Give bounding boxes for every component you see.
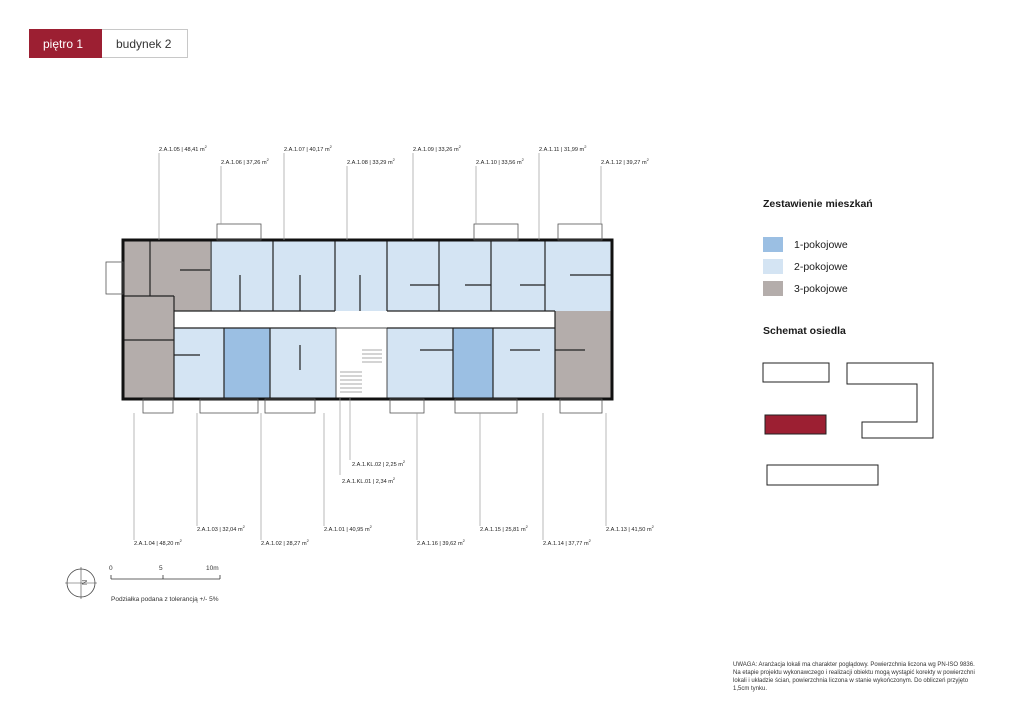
scheme-building-2-current [765, 415, 826, 434]
unit-label-2-A-1-02: 2.A.1.02 | 28,27 $m^2$ [261, 538, 309, 547]
apartment-2-A-1-03[interactable] [174, 328, 224, 398]
legend-item-1-room [763, 237, 848, 252]
tab-floor[interactable]: piętro 1 [29, 29, 102, 58]
unit-label-2-A-1-16: 2.A.1.16 | 39,62 $m^2$ [417, 538, 465, 547]
unit-label-2-A-1-06: 2.A.1.06 | 37,26 $m^2$ [221, 157, 269, 166]
disclaimer-note: UWAGA: Aranżacja lokali ma charakter poglądowy. Powierzchnia liczona wg PN-ISO 9836. Na etapie projektu wykonawczego i realizacji obiektu mogą wystąpić korekty w powierzchni lokali i układzie ścian, powierzchnia liczona w stanie wykończonym. Do obliczeń przyjęto 1,5cm tynku. [733, 662, 975, 692]
apartment-2-A-1-13[interactable] [555, 311, 611, 398]
unit-label-2-A-1-08: 2.A.1.08 | 33,29 $m^2$ [347, 157, 395, 166]
unit-label-2-A-1-15: 2.A.1.15 | 25,81 $m^2$ [480, 524, 528, 533]
compass-north-label: N [82, 579, 90, 586]
tab-building[interactable]: budynek 2 [102, 29, 188, 58]
apartment-2-A-1-11[interactable] [491, 241, 545, 311]
unit-label-2-A-1-03: 2.A.1.03 | 32,04 $m^2$ [197, 524, 245, 533]
scheme-building-4 [767, 465, 878, 485]
scale-tick-10: 10m [206, 565, 219, 572]
apartment-2-A-1-07[interactable] [273, 241, 335, 311]
legend-swatch-2-room [763, 259, 783, 274]
unit-label-2-A-1-05: 2.A.1.05 | 48,41 $m^2$ [159, 144, 207, 153]
unit-label-2-A-1-12: 2.A.1.12 | 39,27 $m^2$ [601, 157, 649, 166]
legend-title: Zestawienie mieszkań [763, 198, 873, 210]
legend-label-3-room: 3-pokojowe [794, 282, 848, 295]
apartment-2-A-1-02[interactable] [224, 328, 270, 398]
scheme-building-1 [763, 363, 829, 382]
unit-label-2-A-1-09: 2.A.1.09 | 33,26 $m^2$ [413, 144, 461, 153]
legend-item-2-room [763, 259, 848, 274]
apartment-2-A-1-10[interactable] [439, 241, 491, 311]
scale-tick-5: 5 [159, 565, 163, 572]
apartment-2-A-1-14[interactable] [493, 328, 555, 398]
unit-label-2-A-1-11: 2.A.1.11 | 31,99 $m^2$ [539, 144, 587, 153]
legend-swatch-1-room [763, 237, 783, 252]
apartment-2-A-1-09[interactable] [387, 241, 439, 311]
apartment-2-A-1-08[interactable] [335, 241, 387, 311]
unit-label-2-A-1-14: 2.A.1.14 | 37,77 $m^2$ [543, 538, 591, 547]
apartment-2-A-1-06[interactable] [211, 241, 273, 311]
scheme-building-3 [847, 363, 933, 438]
apartment-2-A-1-15[interactable] [453, 328, 493, 398]
legend-swatch-3-room [763, 281, 783, 296]
legend-label-2-room: 2-pokojowe [794, 260, 848, 273]
corridor [174, 311, 555, 328]
storage-label-kl-01: 2.A.1.KL.01 | 2,34 $m^2$ [342, 476, 396, 485]
scale-tick-0: 0 [109, 565, 113, 572]
scale-bar [111, 575, 220, 579]
apartment-2-A-1-04[interactable] [124, 296, 174, 398]
legend-label-1-room: 1-pokojowe [794, 238, 848, 251]
scale-tolerance-note: Podziałka podana z tolerancją +/- 5% [111, 596, 219, 603]
unit-label-2-A-1-10: 2.A.1.10 | 33,56 $m^2$ [476, 157, 524, 166]
unit-label-2-A-1-04: 2.A.1.04 | 48,20 $m^2$ [134, 538, 182, 547]
staircase [336, 328, 387, 398]
scheme-title: Schemat osiedla [763, 325, 846, 337]
storage-label-kl-02: 2.A.1.KL.02 | 2,25 $m^2$ [352, 459, 406, 468]
unit-label-2-A-1-01: 2.A.1.01 | 40,95 $m^2$ [324, 524, 372, 533]
apartment-2-A-1-16[interactable] [387, 328, 453, 398]
apartment-2-A-1-12[interactable] [545, 241, 611, 311]
unit-label-2-A-1-13: 2.A.1.13 | 41,50 $m^2$ [606, 524, 654, 533]
apartment-2-A-1-01[interactable] [270, 328, 336, 398]
compass-icon [65, 567, 97, 599]
unit-label-2-A-1-07: 2.A.1.07 | 40,17 $m^2$ [284, 144, 332, 153]
legend-item-3-room [763, 281, 848, 296]
site-scheme [763, 363, 933, 485]
